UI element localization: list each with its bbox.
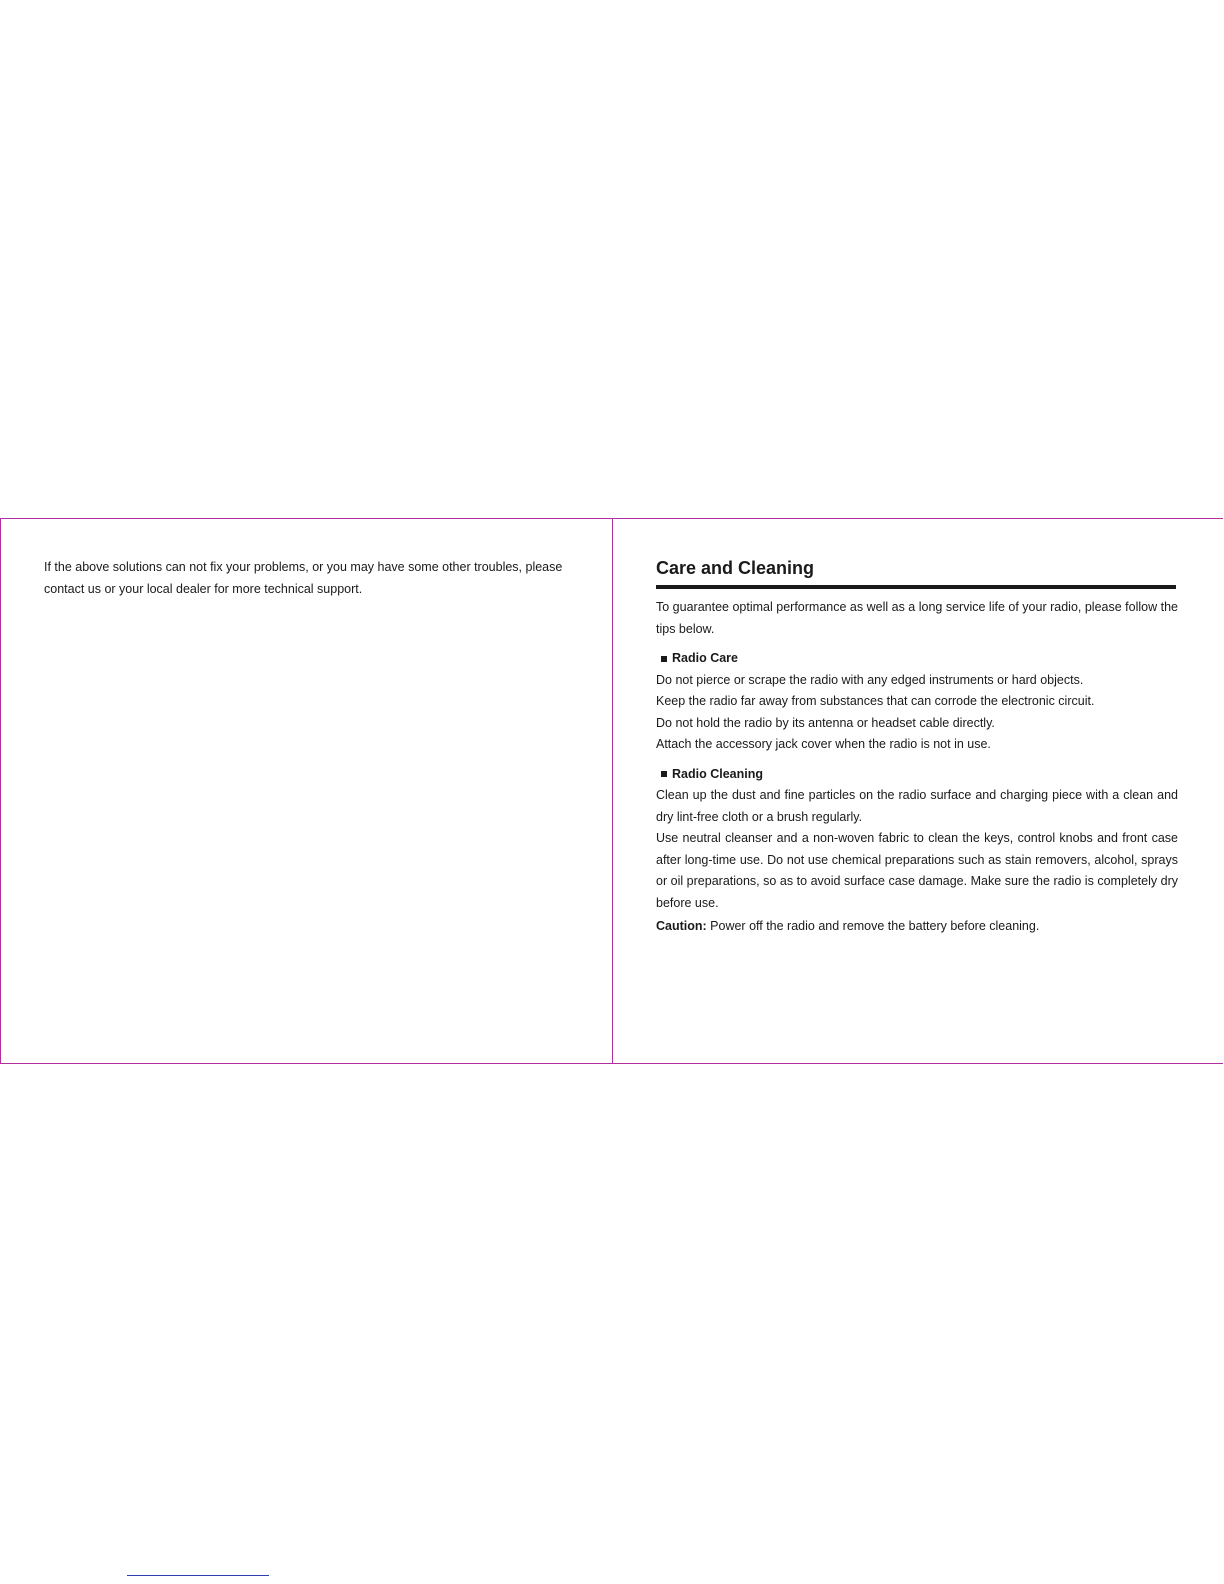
caution-label: Caution:: [656, 919, 707, 933]
radio-care-heading: [656, 648, 1178, 670]
radio-cleaning-heading: [656, 764, 1178, 786]
cleaning-paragraph-1: Clean up the dust and fine particles on the radio surface and charging piece with a clean and dry lint-free cloth or a brush regularly.: [656, 788, 1178, 824]
caution-text: Power off the radio and remove the battery before cleaning.: [706, 919, 1040, 933]
title-underline: [656, 585, 1176, 589]
intro-paragraph: To guarantee optimal performance as well as a long service life of your radio, please follow the tips below.: [656, 600, 1178, 636]
radio-care-heading-text: Radio Care: [672, 651, 738, 665]
cleaning-paragraph-2: Use neutral cleanser and a non-woven fabric to clean the keys, control knobs and front case after long-time use. Do not use chemical preparations such as stain removers, alcohol, sprays or oil preparations, so as to avoid surface case damage. Make sure the radio is completely dry before use.: [656, 831, 1178, 910]
care-section: [656, 555, 1178, 938]
right-page: [612, 519, 1223, 1063]
square-bullet-icon: [661, 656, 667, 662]
square-bullet-icon: [661, 771, 667, 777]
left-page: [0, 519, 613, 1063]
list-item: Attach the accessory jack cover when the radio is not in use.: [656, 737, 991, 751]
list-item: Keep the radio far away from substances that can corrode the electronic circuit.: [656, 694, 1095, 708]
support-note: If the above solutions can not fix your problems, or you may have some other troubles, please contact us or your local dealer for more technical support.: [44, 560, 563, 596]
radio-care-list: [656, 670, 1178, 756]
document-spread: [0, 518, 1223, 1064]
caution-note: [656, 916, 1178, 938]
radio-cleaning-heading-text: Radio Cleaning: [672, 766, 763, 781]
section-title: Care and Cleaning: [656, 558, 815, 578]
list-item: Do not hold the radio by its antenna or headset cable directly.: [656, 715, 995, 730]
footer-underline: [127, 1575, 269, 1576]
list-item: Do not pierce or scrape the radio with any edged instruments or hard objects.: [656, 672, 1084, 687]
